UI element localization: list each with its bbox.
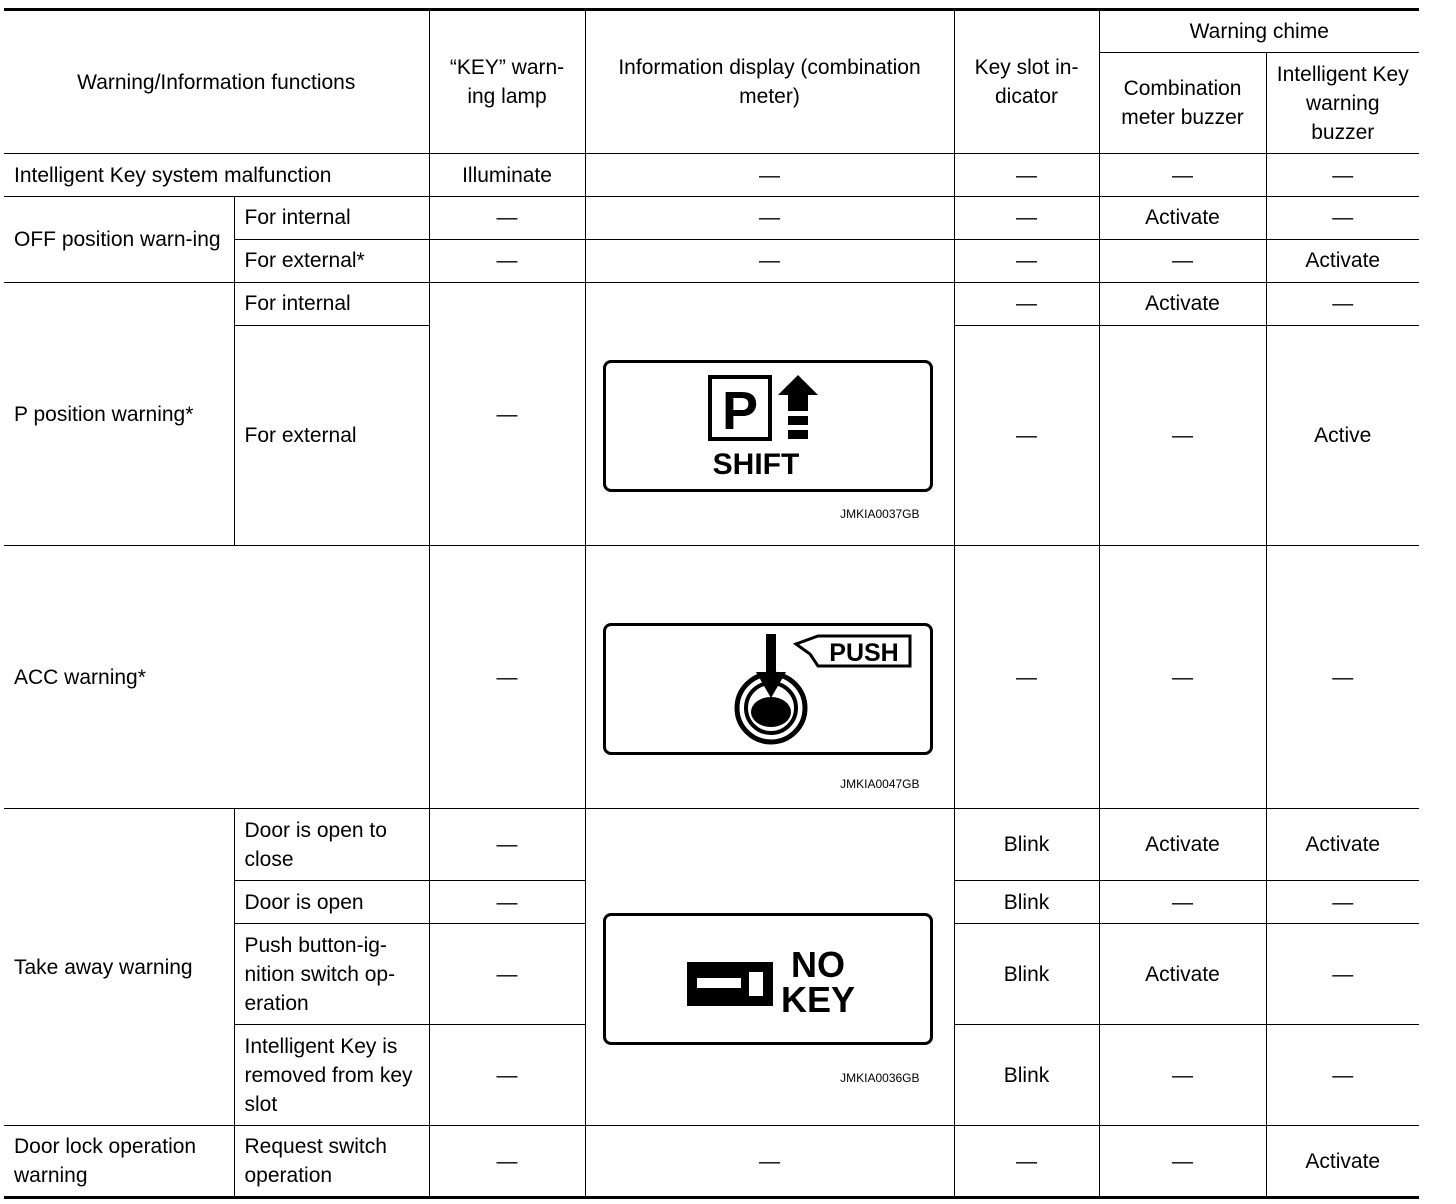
shift-p-icon xyxy=(606,363,930,489)
cell-lamp: — xyxy=(429,881,585,924)
cell-slot: Blink xyxy=(954,809,1099,881)
row-sublabel: Request switch operation xyxy=(234,1126,429,1198)
cell-slot: Blink xyxy=(954,1025,1099,1126)
row-label: Take away warning xyxy=(4,809,234,1126)
table-row xyxy=(4,546,1419,809)
key-label: KEY xyxy=(780,979,855,1020)
cell-lamp: — xyxy=(429,924,585,1025)
cell-slot: — xyxy=(954,546,1099,809)
push-button-icon xyxy=(606,626,930,752)
cell-display: — xyxy=(585,197,954,240)
no-label: NO xyxy=(790,944,845,985)
table-row xyxy=(4,197,1419,240)
cell-key: — xyxy=(1266,924,1419,1025)
figure-id: JMKIA0047GB xyxy=(840,777,920,791)
cell-key: — xyxy=(1266,546,1419,809)
figure-id: JMKIA0037GB xyxy=(840,507,920,521)
shift-label: SHIFT xyxy=(712,448,799,481)
cell-key: — xyxy=(1266,283,1419,326)
row-sublabel: Door is open xyxy=(234,881,429,924)
cell-key: — xyxy=(1266,881,1419,924)
cell-display: — xyxy=(585,240,954,283)
table-row xyxy=(4,283,1419,326)
cell-slot: — xyxy=(954,240,1099,283)
cell-slot: Blink xyxy=(954,881,1099,924)
cell-key: Activate xyxy=(1266,240,1419,283)
cell-slot: — xyxy=(954,154,1099,197)
cell-meter: Activate xyxy=(1099,809,1266,881)
cell-key: — xyxy=(1266,197,1419,240)
cell-meter: Activate xyxy=(1099,197,1266,240)
cell-meter: Activate xyxy=(1099,283,1266,326)
cell-slot: — xyxy=(954,197,1099,240)
row-sublabel: Door is open to close xyxy=(234,809,429,881)
cell-slot: — xyxy=(954,283,1099,326)
cell-meter: — xyxy=(1099,240,1266,283)
cell-meter: Activate xyxy=(1099,924,1266,1025)
row-sublabel: For external xyxy=(234,326,429,546)
header-key-lamp: “KEY” warn-ing lamp xyxy=(429,10,585,154)
cell-key: — xyxy=(1266,154,1419,197)
push-display-figure xyxy=(603,623,933,755)
cell-lamp: — xyxy=(429,809,585,881)
header-warning-chime: Warning chime xyxy=(1099,10,1419,53)
cell-slot: Blink xyxy=(954,924,1099,1025)
shift-figure-cell xyxy=(585,283,954,546)
header-info-display: Information display (combination meter) xyxy=(585,10,954,154)
header-functions: Warning/Information functions xyxy=(4,10,429,154)
figure-id: JMKIA0036GB xyxy=(840,1071,920,1085)
row-sublabel: Intelligent Key is removed from key slot xyxy=(234,1025,429,1126)
cell-slot: — xyxy=(954,326,1099,546)
cell-meter: — xyxy=(1099,326,1266,546)
cell-lamp: — xyxy=(429,1025,585,1126)
header-meter-buzzer: Combination meter buzzer xyxy=(1099,53,1266,154)
table-row xyxy=(4,154,1419,197)
cell-lamp: — xyxy=(429,546,585,809)
cell-lamp: — xyxy=(429,283,585,546)
push-figure-cell xyxy=(585,546,954,809)
header-key-buzzer: Intelligent Key warning buzzer xyxy=(1266,53,1419,154)
table-row xyxy=(4,809,1419,881)
cell-display: — xyxy=(585,154,954,197)
key-icon xyxy=(606,916,930,1042)
row-sublabel: For internal xyxy=(234,197,429,240)
p-symbol: P xyxy=(721,381,758,441)
row-label: P position warning* xyxy=(4,283,234,546)
cell-key: Activate xyxy=(1266,809,1419,881)
row-sublabel: Push button-ig-nition switch op-eration xyxy=(234,924,429,1025)
cell-key: — xyxy=(1266,1025,1419,1126)
push-label: PUSH xyxy=(828,639,899,667)
row-label: ACC warning* xyxy=(4,546,429,809)
nokey-figure-cell xyxy=(585,809,954,1126)
row-sublabel: For external* xyxy=(234,240,429,283)
shift-display-figure xyxy=(603,360,933,492)
cell-lamp: — xyxy=(429,1126,585,1198)
cell-meter: — xyxy=(1099,546,1266,809)
cell-meter: — xyxy=(1099,1126,1266,1198)
row-label: Intelligent Key system malfunction xyxy=(4,154,429,197)
cell-lamp: — xyxy=(429,197,585,240)
row-label: Door lock operation warning xyxy=(4,1126,234,1198)
table-row xyxy=(4,1126,1419,1198)
cell-slot: — xyxy=(954,1126,1099,1198)
cell-meter: — xyxy=(1099,881,1266,924)
cell-key: Active xyxy=(1266,326,1419,546)
cell-lamp: — xyxy=(429,240,585,283)
header-key-slot: Key slot in-dicator xyxy=(954,10,1099,154)
cell-meter: — xyxy=(1099,154,1266,197)
cell-display: — xyxy=(585,1126,954,1198)
row-label: OFF position warn-ing xyxy=(4,197,234,283)
cell-key: Activate xyxy=(1266,1126,1419,1198)
cell-meter: — xyxy=(1099,1025,1266,1126)
warning-function-table xyxy=(4,8,1419,1199)
row-sublabel: For internal xyxy=(234,283,429,326)
nokey-display-figure xyxy=(603,913,933,1045)
cell-lamp: Illuminate xyxy=(429,154,585,197)
